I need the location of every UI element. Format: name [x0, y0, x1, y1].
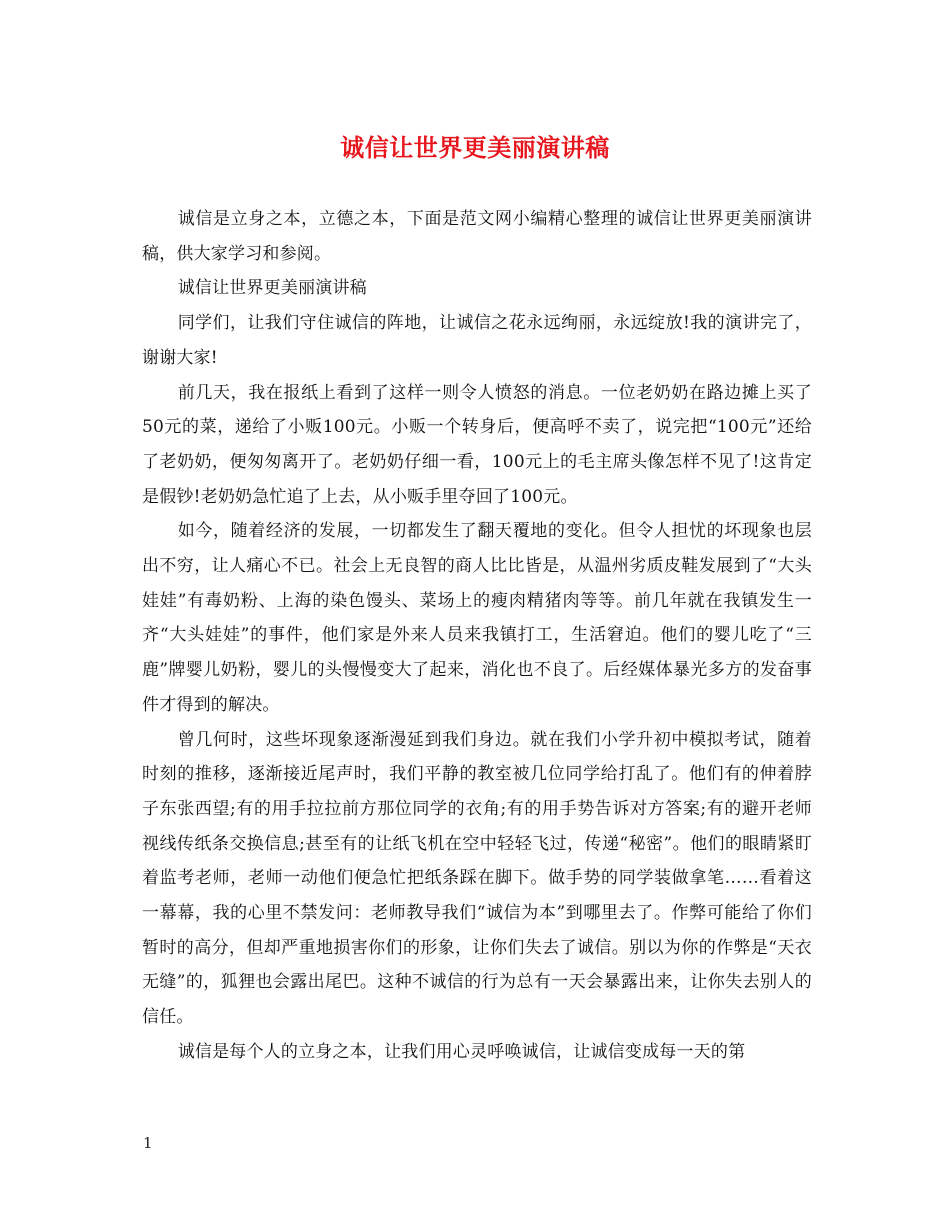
- paragraph-news-story: 前几天，我在报纸上看到了这样一则令人愤怒的消息。一位老奶奶在路边摊上买了50元的菜，递给了小贩100元。小贩一个转身后，便高呼不卖了，说完把“100元”还给了老奶奶，便匆匆离开了。老奶奶仔细一看，100元上的毛主席头像怎样不见了!这肯定是假钞!老奶奶急忙追了上去，从小贩手里夺回了100元。: [142, 382, 812, 507]
- document-title: 诚信让世界更美丽演讲稿: [340, 133, 610, 162]
- paragraph-intro: 诚信是立身之本，立德之本，下面是范文网小编精心整理的诚信让世界更美丽演讲稿，供大家学习和参阅。: [142, 209, 812, 264]
- page-number: 1: [143, 1134, 153, 1152]
- paragraph-social-problems: 如今，随着经济的发展，一切都发生了翻天覆地的变化。但令人担忧的坏现象也层出不穷，让人痛心不已。社会上无良智的商人比比皆是，从温州劣质皮鞋发展到了“大头娃娃”有毒奶粉、上海的染色馒头、菜场上的瘦肉精猪肉等等。前几年就在我镇发生一齐“大头娃娃”的事件，他们家是外来人员来我镇打工，生活窘迫。他们的婴儿吃了“三鹿”牌婴儿奶粉，婴儿的头慢慢变大了起来，消化也不良了。后经媒体暴光多方的发奋事件才得到的解决。: [142, 521, 812, 715]
- paragraph-subtitle: 诚信让世界更美丽演讲稿: [177, 278, 367, 299]
- paragraph-closing-appeal: 同学们，让我们守住诚信的阵地，让诚信之花永远绚丽，永远绽放!我的演讲完了，谢谢大家!: [142, 313, 812, 368]
- paragraph-exam-cheating: 曾几何时，这些坏现象逐渐漫延到我们身边。就在我们小学升初中模拟考试，随着时刻的推移，逐渐接近尾声时，我们平静的教室被几位同学给打乱了。他们有的伸着脖子东张西望;有的用手拉拉前方那位同学的衣角;有的用手势告诉对方答案;有的避开老师视线传纸条交换信息;甚至有的让纸飞机在空中轻轻飞过，传递“秘密”。他们的眼睛紧盯着监考老师，老师一动他们便急忙把纸条踩在脚下。做手势的同学装做拿笔……看着这一幕幕，我的心里不禁发问：老师教导我们“诚信为本”到哪里去了。作弊可能给了你们暂时的高分，但却严重地损害你们的形象，让你们失去了诚信。别以为你的作弊是“天衣无缝”的，狐狸也会露出尾巴。这种不诚信的行为总有一天会暴露出来，让你失去别人的信任。: [142, 729, 812, 1028]
- paragraph-conclusion-start: 诚信是每个人的立身之本，让我们用心灵呼唤诚信，让诚信变成每一天的第: [177, 1041, 746, 1062]
- document-body: [142, 202, 812, 1070]
